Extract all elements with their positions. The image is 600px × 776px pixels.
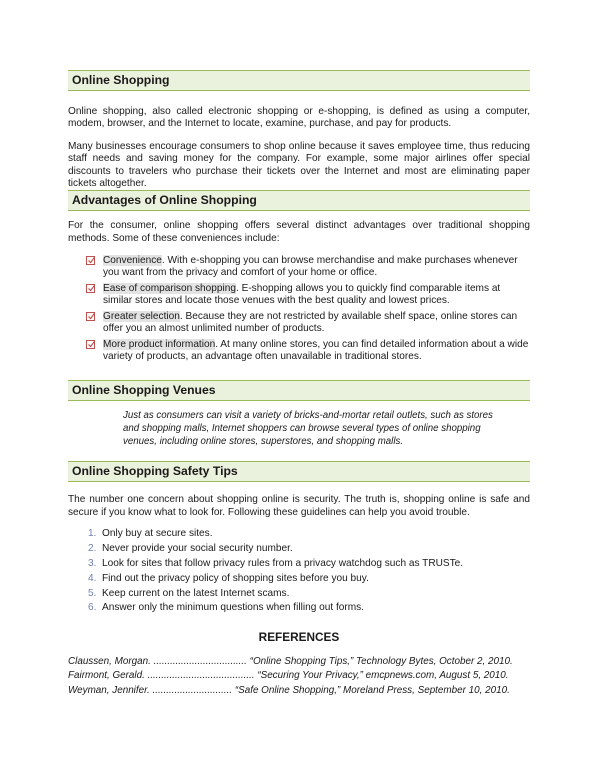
safety-tips-list bbox=[88, 528, 530, 615]
list-item bbox=[88, 558, 530, 571]
list-item bbox=[88, 543, 530, 556]
list-item bbox=[88, 602, 530, 615]
tip-text: Answer only the minimum questions when filling out forms. bbox=[102, 602, 364, 614]
list-item bbox=[86, 339, 530, 363]
section-heading-venues: Online Shopping Venues bbox=[68, 380, 530, 401]
references-title: REFERENCES bbox=[258, 629, 340, 644]
advantage-term: Ease of comparison shopping bbox=[103, 283, 236, 295]
tip-text: Keep current on the latest Internet scams. bbox=[102, 587, 290, 599]
checkbox-checked-icon bbox=[86, 312, 95, 321]
list-item bbox=[86, 255, 530, 279]
venues-quote: Just as consumers can visit a variety of bricks-and-mortar retail outlets, such as stores and shopping malls, Internet shoppers can browse several types of online shopping venues, including online stores, superstores, and shopping malls. bbox=[123, 410, 493, 447]
checkbox-checked-icon bbox=[86, 256, 95, 265]
checkbox-checked-icon bbox=[86, 340, 95, 349]
reference-entry: Fairmont, Gerald. ....................................... “Securing Your Privacy,” emcpnews.com, August 5, 2010. bbox=[68, 670, 509, 682]
list-number: 3. bbox=[88, 557, 97, 569]
advantage-text: . E-shopping allows you to quickly find comparable items at similar stores and locate those venues with the best quality and lowest prices. bbox=[103, 283, 501, 307]
paragraph-business: Many businesses encourage consumers to shop online because it saves employee time, thus reducing staff needs and saving money for the company. For example, some major airlines offer special discounts to travelers who purchase their tickets over the Internet and most are eliminating paper tickets altogether. bbox=[68, 140, 530, 190]
list-number: 2. bbox=[88, 542, 97, 554]
list-item bbox=[88, 573, 530, 586]
list-number: 5. bbox=[88, 587, 97, 599]
tip-text: Look for sites that follow privacy rules from a privacy watchdog such as TRUSTe. bbox=[102, 557, 464, 569]
advantage-term: Convenience bbox=[103, 255, 162, 267]
section-heading-safety-tips: Online Shopping Safety Tips bbox=[68, 461, 530, 482]
advantage-text: . With e-shopping you can browse merchandise and make purchases whenever you want from the privacy and comfort of your home or office. bbox=[103, 255, 518, 279]
advantages-list bbox=[86, 255, 530, 363]
paragraph-definition: Online shopping, also called electronic shopping or e-shopping, is defined as using a computer, modem, browser, and the Internet to locate, examine, purchase, and pay for products. bbox=[68, 106, 530, 130]
tip-text: Only buy at secure sites. bbox=[102, 527, 213, 539]
tip-text: Never provide your social security number. bbox=[102, 542, 293, 554]
list-item bbox=[86, 311, 530, 335]
list-item bbox=[86, 283, 530, 307]
list-item bbox=[88, 528, 530, 541]
reference-entry: Claussen, Morgan. .................................. “Online Shopping Tips,” Technology Bytes, October 2, 2010. bbox=[68, 655, 513, 667]
advantage-term: Greater selection bbox=[103, 311, 180, 323]
paragraph-safety-intro: The number one concern about shopping online is security. The truth is, shopping online is safe and secure if you know what to look for. Following these guidelines can help you avoid trouble. bbox=[68, 494, 530, 518]
section-heading-online-shopping: Online Shopping bbox=[68, 70, 530, 91]
checkbox-checked-icon bbox=[86, 284, 95, 293]
list-number: 4. bbox=[88, 572, 97, 584]
advantage-text: . At many online stores, you can find detailed information about a wide variety of products, an advantage often unavailable in traditional stores. bbox=[103, 338, 529, 363]
paragraph-advantages-intro: For the consumer, online shopping offers several distinct advantages over traditional shopping methods. Some of these conveniences include: bbox=[68, 220, 530, 244]
list-item bbox=[88, 588, 530, 601]
reference-entry: Weyman, Jennifer. ............................. “Safe Online Shopping,” Moreland Press, September 10, 2010. bbox=[68, 684, 510, 696]
advantage-text: . Because they are not restricted by available shelf space, online stores can offer you an almost unlimited number of products. bbox=[103, 311, 518, 335]
tip-text: Find out the privacy policy of shopping sites before you buy. bbox=[102, 572, 369, 584]
list-number: 1. bbox=[88, 527, 97, 539]
document-page bbox=[68, 70, 530, 699]
section-heading-advantages: Advantages of Online Shopping bbox=[68, 190, 530, 211]
advantage-term: More product information bbox=[103, 338, 216, 350]
list-number: 6. bbox=[88, 602, 97, 614]
